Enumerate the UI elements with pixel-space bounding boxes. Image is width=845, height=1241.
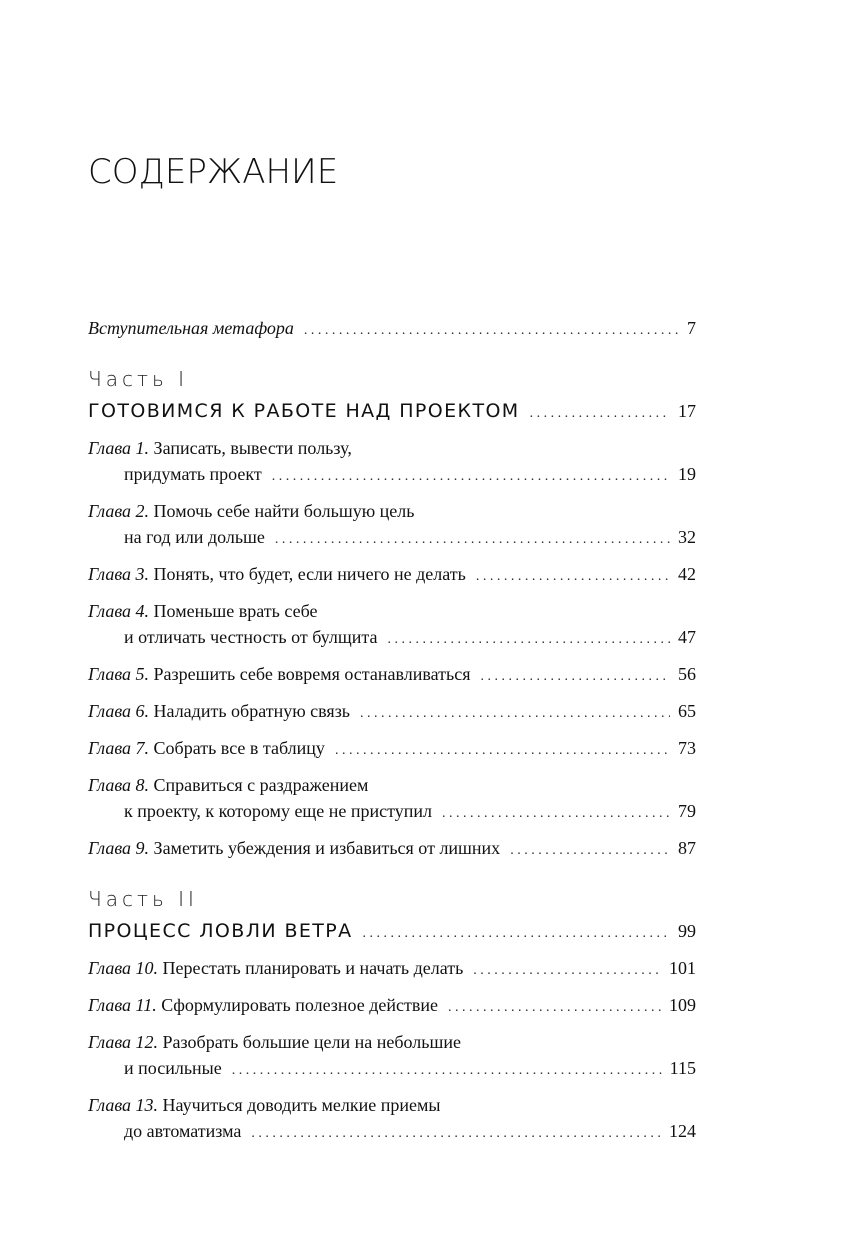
toc-entry-chapter[interactable] — [88, 498, 696, 553]
chapter-number: Глава 9. — [88, 838, 150, 858]
chapter-number: Глава 12. — [88, 1032, 159, 1052]
chapter-title-line1 — [88, 435, 696, 461]
chapter-title: Сформулировать полезное действие — [161, 995, 438, 1015]
toc-entry-chapter[interactable] — [88, 835, 696, 864]
chapter-title-line2 — [88, 524, 696, 553]
leader-dots — [473, 958, 661, 984]
chapter-title-line1 — [88, 1092, 696, 1118]
chapter-title-line2 — [88, 624, 696, 653]
chapter-label — [88, 698, 350, 724]
chapter-number: Глава 3. — [88, 564, 150, 584]
page-number: 56 — [678, 664, 696, 684]
leader-dots — [476, 564, 670, 590]
part-title: ПРОЦЕСС ЛОВЛИ ВЕТРА — [88, 920, 353, 942]
page-number: 19 — [678, 464, 696, 484]
toc-entry-chapter[interactable] — [88, 561, 696, 590]
leader-dots — [442, 801, 670, 827]
chapter-title: Собрать все в таблицу — [153, 738, 325, 758]
page-number: 32 — [678, 527, 696, 547]
leader-dots — [530, 401, 670, 427]
chapter-title-continued: до автоматизма — [124, 1121, 242, 1141]
parts-list — [88, 366, 696, 1147]
chapter-title-line1 — [88, 1029, 696, 1055]
table-of-contents — [88, 315, 696, 1147]
leader-dots — [232, 1058, 662, 1084]
leader-dots — [360, 701, 670, 727]
chapter-label — [88, 561, 466, 587]
chapter-number: Глава 8. — [88, 775, 150, 795]
part-label: Часть II — [88, 887, 198, 911]
page-number: 65 — [678, 701, 696, 721]
page-number: 79 — [678, 801, 696, 821]
toc-entry-chapter[interactable] — [88, 661, 696, 690]
leader-dots — [251, 1121, 661, 1147]
leader-dots — [448, 995, 661, 1021]
toc-entry-chapter[interactable] — [88, 735, 696, 764]
leader-dots — [335, 738, 670, 764]
chapter-number: Глава 5. — [88, 664, 150, 684]
chapter-title: Понять, что будет, если ничего не делать — [153, 564, 466, 584]
chapter-title: Справиться с раздражением — [153, 775, 369, 795]
leader-dots — [363, 921, 670, 947]
chapter-title: Поменьше врать себе — [153, 601, 318, 621]
toc-entry-chapter[interactable] — [88, 992, 696, 1021]
chapter-number: Глава 13. — [88, 1095, 159, 1115]
chapter-title: Перестать планировать и начать делать — [162, 958, 464, 978]
part-label: Часть I — [88, 367, 188, 391]
leader-dots — [272, 464, 670, 490]
page-number: 17 — [678, 401, 696, 421]
chapter-title-line1 — [88, 598, 696, 624]
chapter-number: Глава 4. — [88, 601, 150, 621]
chapter-title: Помочь себе найти большую цель — [153, 501, 415, 521]
chapter-title: Наладить обратную связь — [153, 701, 351, 721]
part-title: ГОТОВИМСЯ К РАБОТЕ НАД ПРОЕКТОМ — [88, 400, 520, 422]
toc-entry-chapter[interactable] — [88, 698, 696, 727]
page-number: 109 — [669, 995, 696, 1015]
leader-dots — [387, 627, 670, 653]
chapter-title-line2 — [88, 1118, 696, 1147]
chapter-title: Разрешить себе вовремя останавливаться — [153, 664, 471, 684]
leader-dots — [481, 664, 671, 690]
toc-entry-label: Вступительная метафора — [88, 318, 294, 338]
chapter-title-line1 — [88, 772, 696, 798]
chapter-title-continued: и посильные — [124, 1058, 222, 1078]
chapter-title-line2 — [88, 1055, 696, 1084]
page-number: 87 — [678, 838, 696, 858]
toc-entry-chapter[interactable] — [88, 955, 696, 984]
page-number: 101 — [669, 958, 696, 978]
toc-entry-chapter[interactable] — [88, 772, 696, 827]
toc-entry-part-title[interactable] — [88, 398, 696, 427]
chapter-number: Глава 6. — [88, 701, 150, 721]
toc-entry-chapter[interactable] — [88, 1029, 696, 1084]
chapter-title: Заметить убеждения и избавиться от лишних — [153, 838, 501, 858]
chapter-title-line2 — [88, 461, 696, 490]
page-number: 115 — [669, 1058, 696, 1078]
chapter-title-continued: придумать проект — [124, 464, 262, 484]
leader-dots — [304, 318, 679, 344]
chapter-title: Научиться доводить мелкие приемы — [162, 1095, 441, 1115]
page-title: СОДЕРЖАНИЕ — [88, 152, 339, 192]
chapter-title-line1 — [88, 498, 696, 524]
toc-entry-part-title[interactable] — [88, 918, 696, 947]
chapter-title: Разобрать большие цели на небольшие — [162, 1032, 461, 1052]
chapter-label — [88, 835, 500, 861]
page-number: 99 — [678, 921, 696, 941]
page-number: 42 — [678, 564, 696, 584]
chapter-label — [88, 735, 325, 761]
chapter-label — [88, 955, 463, 981]
chapter-number: Глава 11. — [88, 995, 157, 1015]
chapter-number: Глава 2. — [88, 501, 150, 521]
chapter-title-line2 — [88, 798, 696, 827]
toc-entry-intro[interactable] — [88, 315, 696, 344]
chapter-title-continued: на год или дольше — [124, 527, 265, 547]
page-number: 73 — [678, 738, 696, 758]
chapter-number: Глава 1. — [88, 438, 150, 458]
chapter-label — [88, 661, 471, 687]
page-number: 47 — [678, 627, 696, 647]
chapter-label — [88, 992, 438, 1018]
chapter-number: Глава 10. — [88, 958, 159, 978]
toc-entry-chapter[interactable] — [88, 1092, 696, 1147]
toc-entry-chapter[interactable] — [88, 435, 696, 490]
chapter-number: Глава 7. — [88, 738, 150, 758]
page-number: 7 — [687, 318, 696, 338]
page-number: 124 — [669, 1121, 696, 1141]
toc-entry-chapter[interactable] — [88, 598, 696, 653]
chapter-title-continued: и отличать честность от булщита — [124, 627, 378, 647]
leader-dots — [275, 527, 670, 553]
chapter-title-continued: к проекту, к которому еще не приступил — [124, 801, 433, 821]
leader-dots — [510, 838, 670, 864]
chapter-title: Записать, вывести пользу, — [153, 438, 352, 458]
